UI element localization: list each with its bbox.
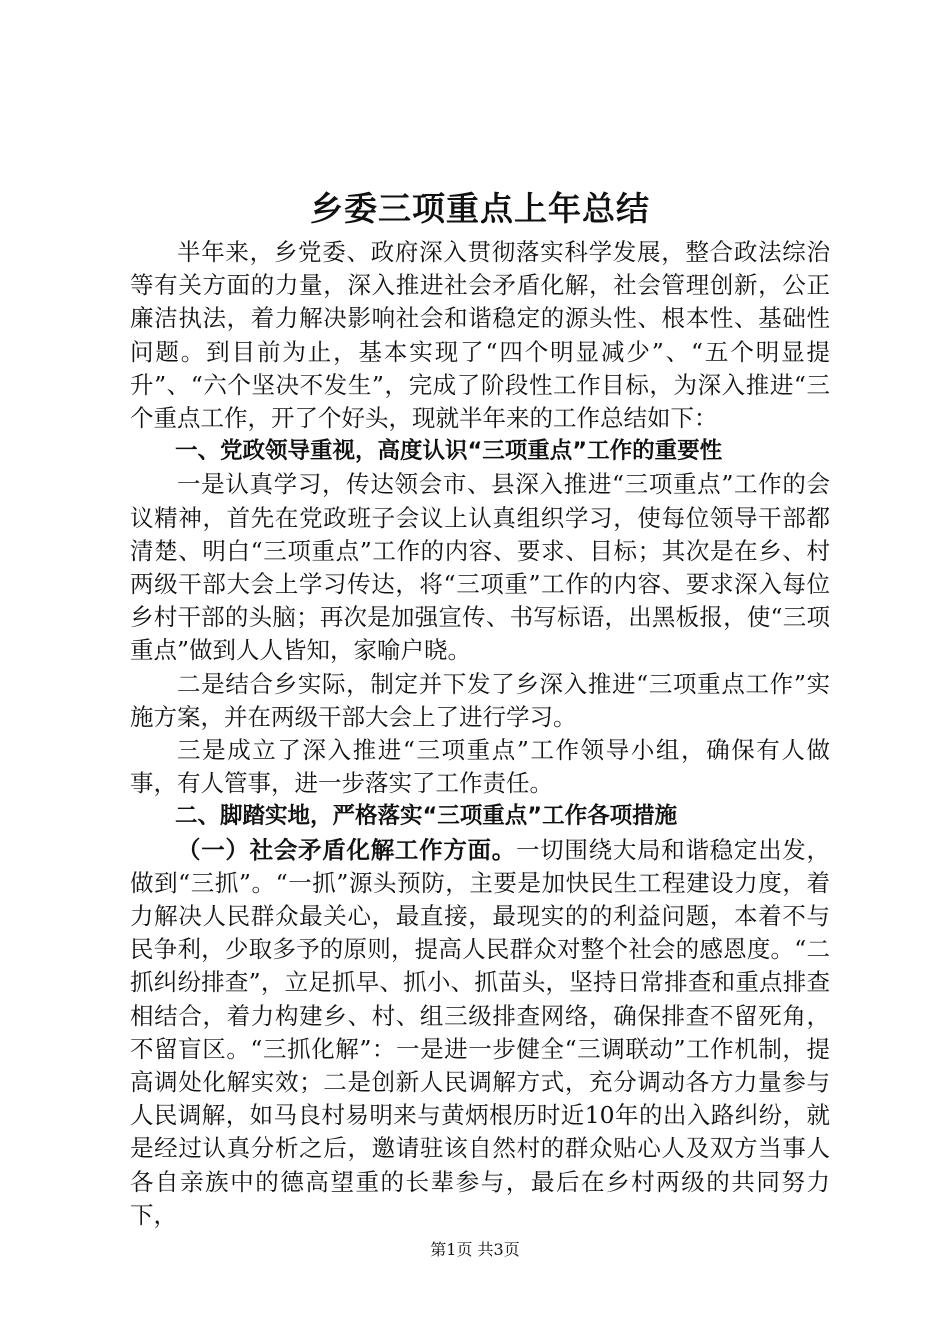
- page-footer: 第1页 共3页: [430, 1240, 520, 1259]
- subsection-lead: （一）社会矛盾化解工作方面。: [177, 835, 516, 864]
- body-paragraph-2: 二是结合乡实际，制定并下发了乡深入推进“三项重点工作”实施方案，并在两级干部大会上了进行学习。: [130, 669, 830, 731]
- body-paragraph-4: [130, 834, 830, 1232]
- body-paragraph-1: 一是认真学习，传达领会市、县深入推进“三项重点”工作的会议精神，首先在党政班子会议上认真组织学习，使每位领导干部都清楚、明白“三项重点”工作的内容、要求、目标；其次是在乡、村两级干部大会上学习传达，将“三项重”工作的内容、要求深入每位乡村干部的头脑；再次是加强宣传、书写标语，出黑板报，使“三项重点”做到人人皆知，家喻户晓。: [130, 470, 830, 665]
- document-title: 乡委三项重点上年总结: [310, 189, 650, 228]
- subsection-text: 一切围绕大局和谐稳定出发，做到“三抓”。“一抓”源头预防，主要是加快民生工程建设力度，着力解决人民群众最关心，最直接，最现实的的利益问题，本着不与民争利，少取多予的原则，提高人民群众对整个社会的感恩度。“二抓纠纷排查”，立足抓早、抓小、抓苗头，坚持日常排查和重点排查相结合，着力构建乡、村、组三级排查网络，确保排查不留死角，不留盲区。“三抓化解”：一是进一步健全“三调联动”工作机制，提高调处化解实效；二是创新人民调解方式，充分调动各方力量参与人民调解，如马良村易明来与黄炳根历时近10年的出入路纠纷，就是经过认真分析之后，邀请驻该自然村的群众贴心人及双方当事人各自亲族中的德高望重的长辈参与，最后在乡村两级的共同努力下，: [130, 835, 831, 1229]
- body-paragraph-3: 三是成立了深入推进“三项重点”工作领导小组，确保有人做事，有人管事，进一步落实了工作责任。: [130, 736, 830, 798]
- section-heading-1: 一、党政领导重视，高度认识“三项重点”工作的重要性: [175, 438, 723, 465]
- intro-paragraph: 半年来，乡党委、政府深入贯彻落实科学发展，整合政法综治等有关方面的力量，深入推进社会矛盾化解，社会管理创新，公正廉洁执法，着力解决影响社会和谐稳定的源头性、根本性、基础性问题。到目前为止，基本实现了“四个明显减少”、“五个明显提升”、“六个坚决不发生”，完成了阶段性工作目标，为深入推进“三个重点工作，开了个好头，现就半年来的工作总结如下：: [130, 238, 830, 433]
- section-heading-2: 二、脚踏实地，严格落实“三项重点”工作各项措施: [175, 803, 678, 830]
- document-page: [130, 186, 830, 1232]
